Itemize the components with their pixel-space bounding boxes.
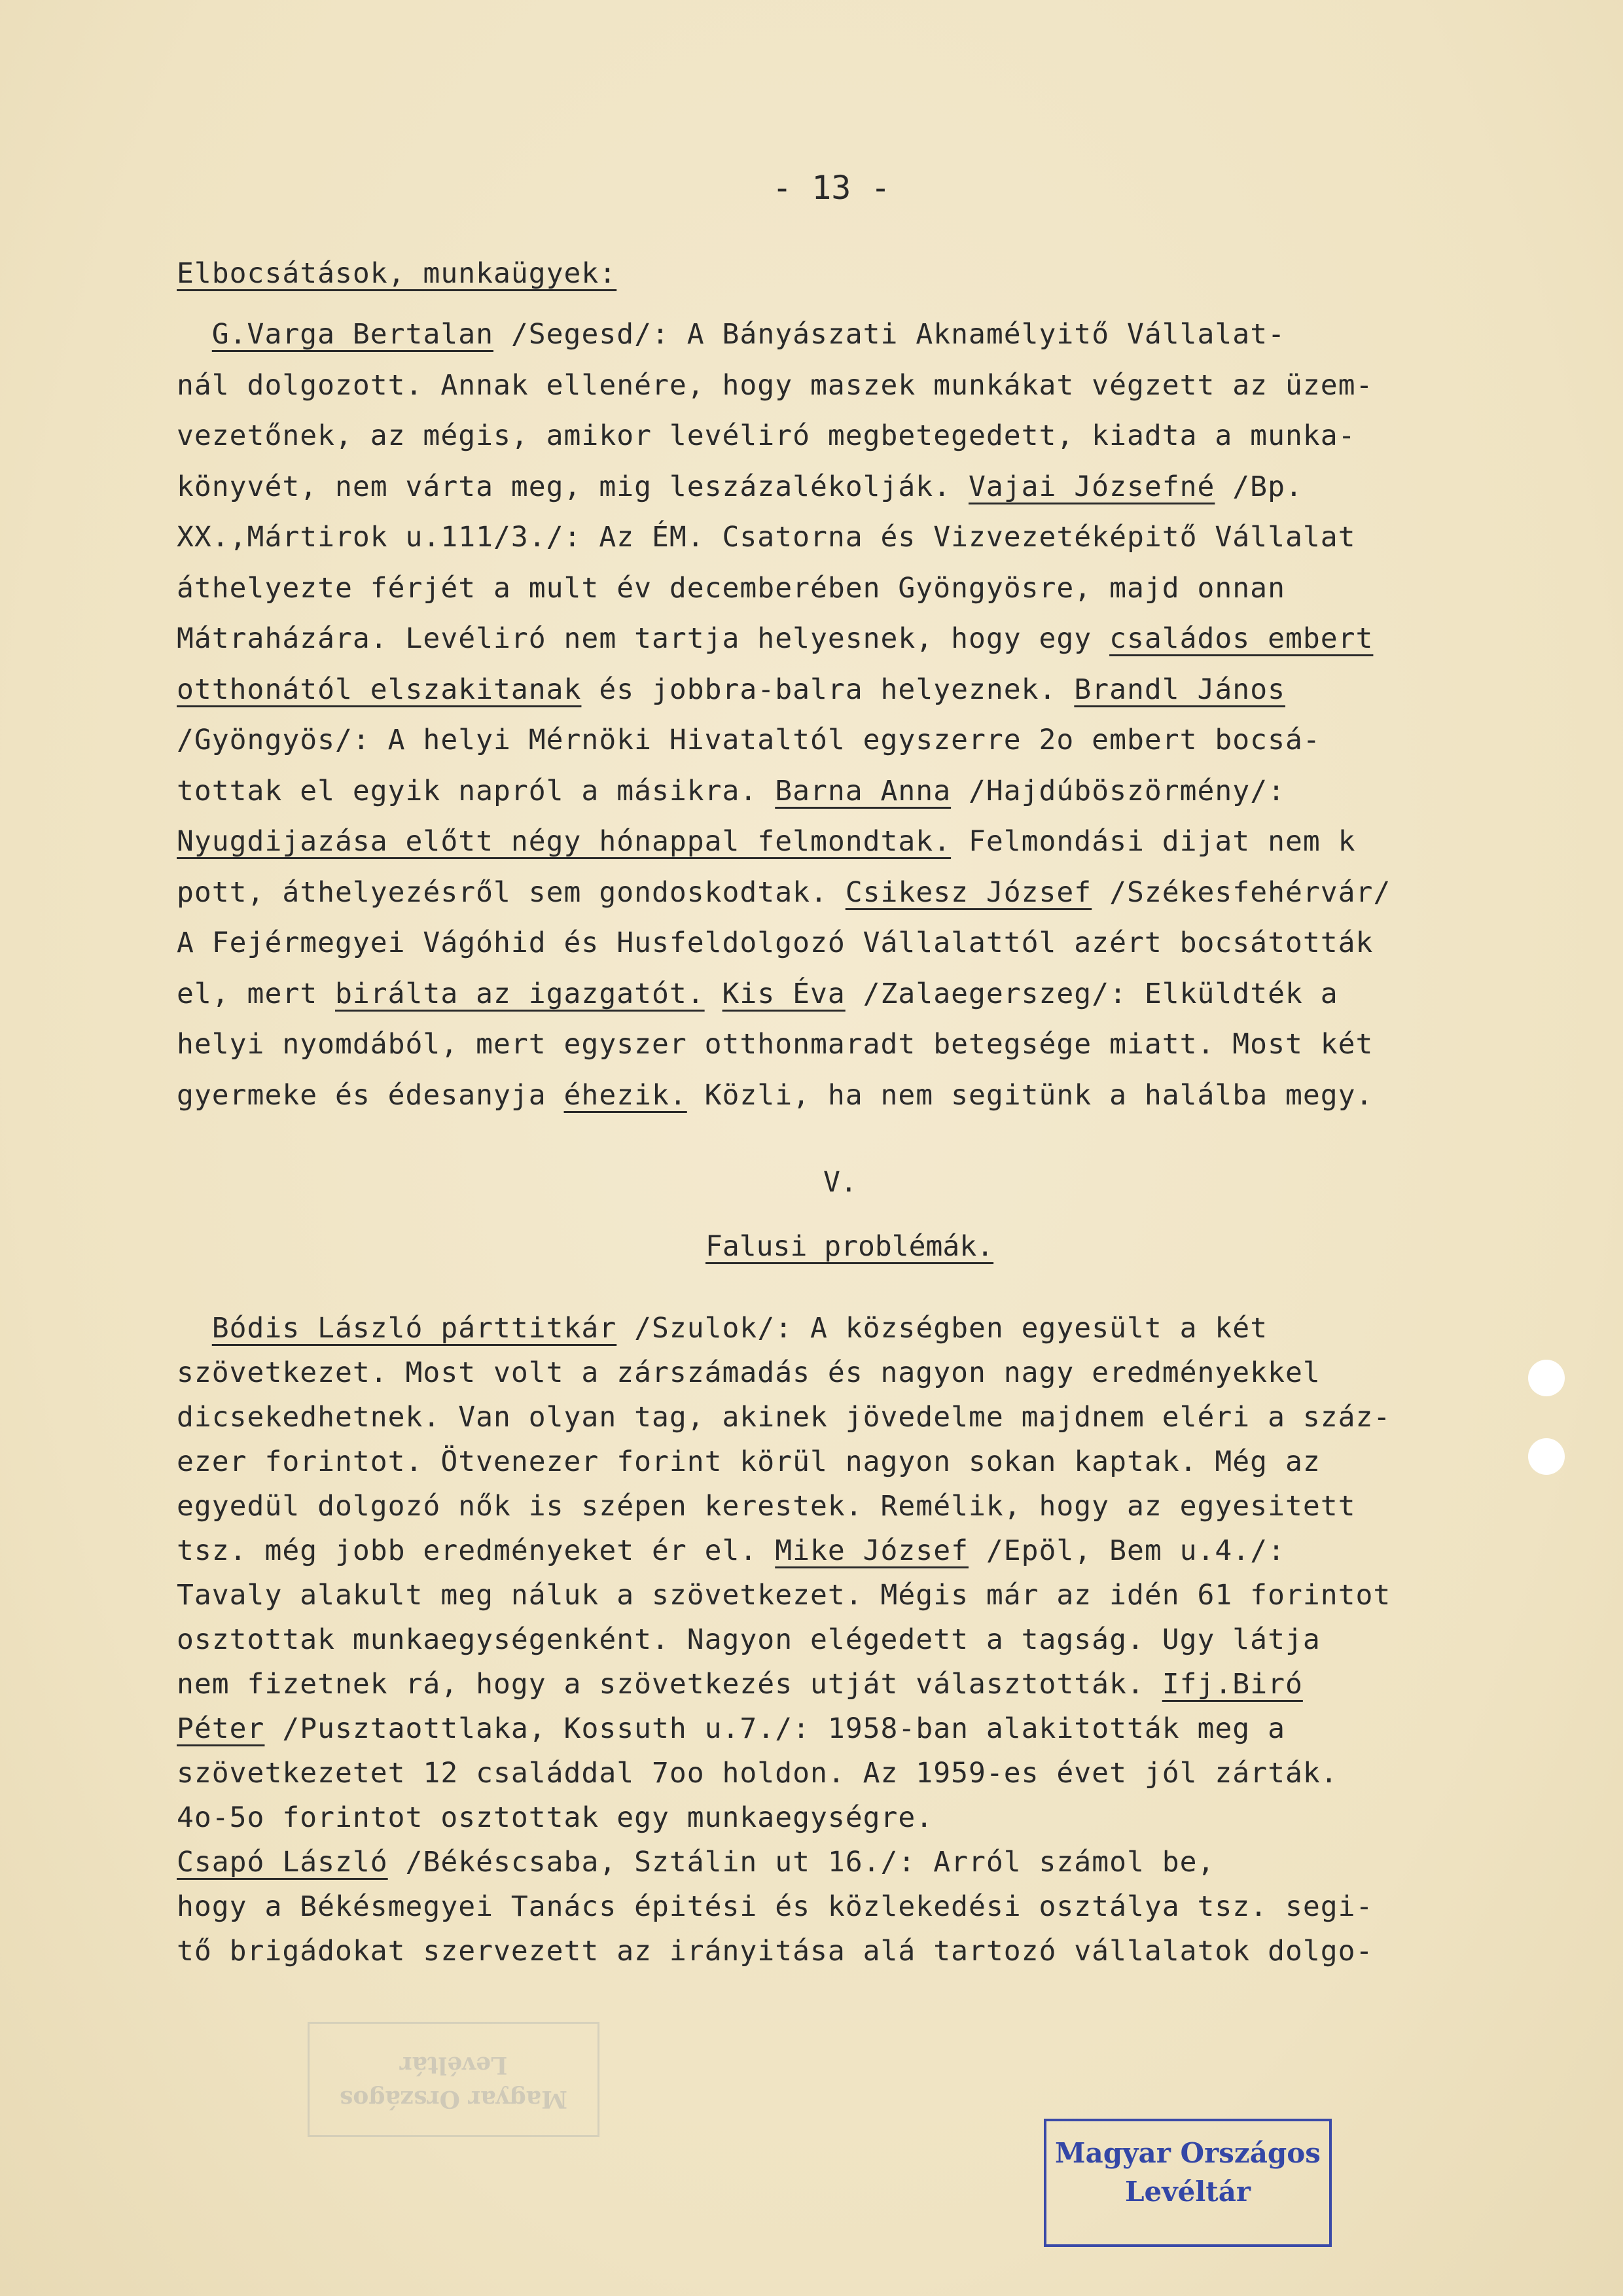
text-line (177, 1351, 1558, 1394)
text-line (177, 516, 1558, 559)
text-run: tottak el egyik napról a másikra. (177, 774, 776, 807)
text-run: ezer forintot. Ötvenezer forint körül nagyon sokan kaptak. Még az (177, 1445, 1321, 1478)
text-line (177, 972, 1558, 1016)
text-line (177, 1574, 1558, 1617)
text-line (177, 617, 1558, 660)
text-run: helyi nyomdából, mert egyszer otthonmaradt betegsége miatt. Most két (177, 1028, 1374, 1061)
text-line (177, 1074, 1558, 1117)
text-run: /Békéscsaba, Sztálin ut 16./: Arról számol be, (387, 1846, 1215, 1879)
underlined-text: éhezik. (563, 1078, 687, 1112)
text-run: 4o-5o forintot osztottak egy munkaegységre. (177, 1801, 934, 1834)
text-run: /Székesfehérvár/ (1092, 875, 1391, 909)
underlined-text: Ifj.Biró (1162, 1668, 1303, 1701)
text-run (177, 1312, 212, 1345)
text-line (177, 769, 1558, 813)
underlined-text: Nyugdijazása előtt négy hónappal felmondtak. (177, 825, 952, 858)
text-run: szövetkezet. Most volt a zárszámadás és nagyon nagy eredményekkel (177, 1356, 1321, 1389)
underlined-text: Csikesz József (845, 875, 1092, 909)
text-line (177, 1707, 1558, 1750)
text-line (177, 1485, 1558, 1528)
underlined-text: Kis Éva (722, 977, 846, 1010)
section-title-village-problems: Falusi problémák. (705, 1230, 994, 1263)
text-line (177, 1440, 1558, 1483)
text-line (177, 1930, 1558, 1973)
underlined-text: Vajai Józsefné (968, 470, 1215, 503)
text-run: /Pusztaottlaka, Kossuth u.7./: 1958-ban alakitották meg a (264, 1712, 1285, 1745)
text-line (177, 1529, 1558, 1572)
punch-hole (1528, 1360, 1565, 1396)
text-line (177, 1396, 1558, 1439)
text-line (177, 567, 1558, 610)
text-run: könyvét, nem várta meg, mig leszázalékolják. (177, 470, 969, 503)
text-run: dicsekedhetnek. Van olyan tag, akinek jövedelme majdnem eléri a száz- (177, 1401, 1391, 1434)
text-run: és jobbra-balra helyeznek. (581, 673, 1075, 706)
text-line (177, 1023, 1558, 1066)
text-run: /Zalaegerszeg/: Elküldték a (845, 977, 1338, 1010)
text-run: el, mert (177, 977, 335, 1010)
text-line (177, 1841, 1558, 1884)
faded-archive-stamp: Magyar Országos Levéltár (308, 2022, 599, 2137)
text-run: hogy a Békésmegyei Tanács épitési és közlekedési osztálya tsz. segi- (177, 1890, 1374, 1923)
text-run: nál dolgozott. Annak ellenére, hogy maszek munkákat végzett az üzem- (177, 368, 1374, 402)
text-line (177, 1885, 1558, 1928)
text-line (177, 1796, 1558, 1839)
underlined-text: Mike József (775, 1534, 969, 1567)
roman-numeral: V. (823, 1166, 857, 1199)
text-run: /Epöl, Bem u.4./: (968, 1534, 1285, 1567)
text-line (177, 1618, 1558, 1661)
underlined-text: Brandl János (1074, 673, 1285, 706)
text-line (177, 820, 1558, 863)
text-line (177, 313, 1558, 356)
text-line (177, 668, 1558, 711)
text-run: Felmondási dijat nem k (951, 825, 1356, 858)
text-run: osztottak munkaegységenként. Nagyon elégedett a tagság. Ugy látja (177, 1623, 1321, 1656)
text-run: pott, áthelyezésről sem gondoskodtak. (177, 875, 846, 909)
section-heading: Elbocsátások, munkaügyek: (177, 257, 617, 290)
text-run: vezetőnek, az mégis, amikor levéliró megbetegedett, kiadta a munka- (177, 419, 1356, 452)
text-run: /Segesd/: A Bányászati Aknamélyitő Vállalat- (493, 318, 1285, 351)
text-line (177, 364, 1558, 407)
underlined-text: Barna Anna (775, 774, 952, 807)
text-run: egyedül dolgozó nők is szépen kerestek. Remélik, hogy az egyesitett (177, 1490, 1356, 1523)
underlined-text: Csapó László (177, 1846, 388, 1879)
text-line (177, 1752, 1558, 1795)
text-run: Mátraházára. Levéliró nem tartja helyesnek, hogy egy (177, 622, 1110, 655)
text-run: A Fejérmegyei Vágóhid és Husfeldolgozó Vállalattól azért bocsátották (177, 927, 1374, 959)
text-run: XX.,Mártirok u.111/3./: Az ÉM. Csatorna és Vizvezetéképitő Vállalat (177, 521, 1356, 554)
text-line (177, 1663, 1558, 1706)
text-line (177, 921, 1558, 964)
text-run: Közli, ha nem segitünk a halálba megy. (687, 1078, 1374, 1112)
text-run: /Gyöngyös/: A helyi Mérnöki Hivataltól egyszerre 2o embert bocsá- (177, 724, 1321, 756)
archive-stamp (1044, 2119, 1332, 2247)
text-line (177, 414, 1558, 457)
text-run: /Bp. (1215, 470, 1303, 503)
text-run: tsz. még jobb eredményeket ér el. (177, 1534, 776, 1567)
underlined-text: Péter (177, 1712, 265, 1745)
underlined-text: G.Varga Bertalan (211, 318, 493, 351)
text-line (177, 718, 1558, 762)
underlined-text: Bódis László párttitkár (211, 1312, 617, 1345)
text-run: /Szulok/: A községben egyesült a két (616, 1312, 1268, 1345)
text-run (177, 318, 212, 351)
text-line (177, 871, 1558, 914)
underlined-text: otthonától elszakitanak (177, 673, 582, 706)
text-run: tő brigádokat szervezett az irányitása alá tartozó vállalatok dolgo- (177, 1935, 1374, 1968)
text-run: szövetkezetet 12 családdal 7oo holdon. Az 1959-es évet jól zárták. (177, 1757, 1338, 1790)
stamp-line-2: Levéltár (1124, 2176, 1251, 2208)
text-run: áthelyezte férjét a mult év decemberében Gyöngyösre, majd onnan (177, 571, 1285, 605)
punch-hole (1528, 1438, 1565, 1475)
page-number: - 13 - (772, 169, 891, 207)
text-run: nem fizetnek rá, hogy a szövetkezés utját választották. (177, 1668, 1162, 1701)
text-run: gyermeke és édesanyja (177, 1078, 564, 1112)
text-run: /Hajdúböszörmény/: (951, 774, 1285, 807)
text-run (705, 978, 722, 1010)
text-run: Tavaly alakult meg náluk a szövetkezet. Mégis már az idén 61 forintot (177, 1579, 1391, 1612)
stamp-line-1: Magyar Országos (1055, 2137, 1321, 2169)
underlined-text: családos embert (1109, 622, 1374, 655)
text-line (177, 1307, 1558, 1350)
text-line (177, 465, 1558, 508)
underlined-text: birálta az igazgatót. (335, 977, 705, 1010)
